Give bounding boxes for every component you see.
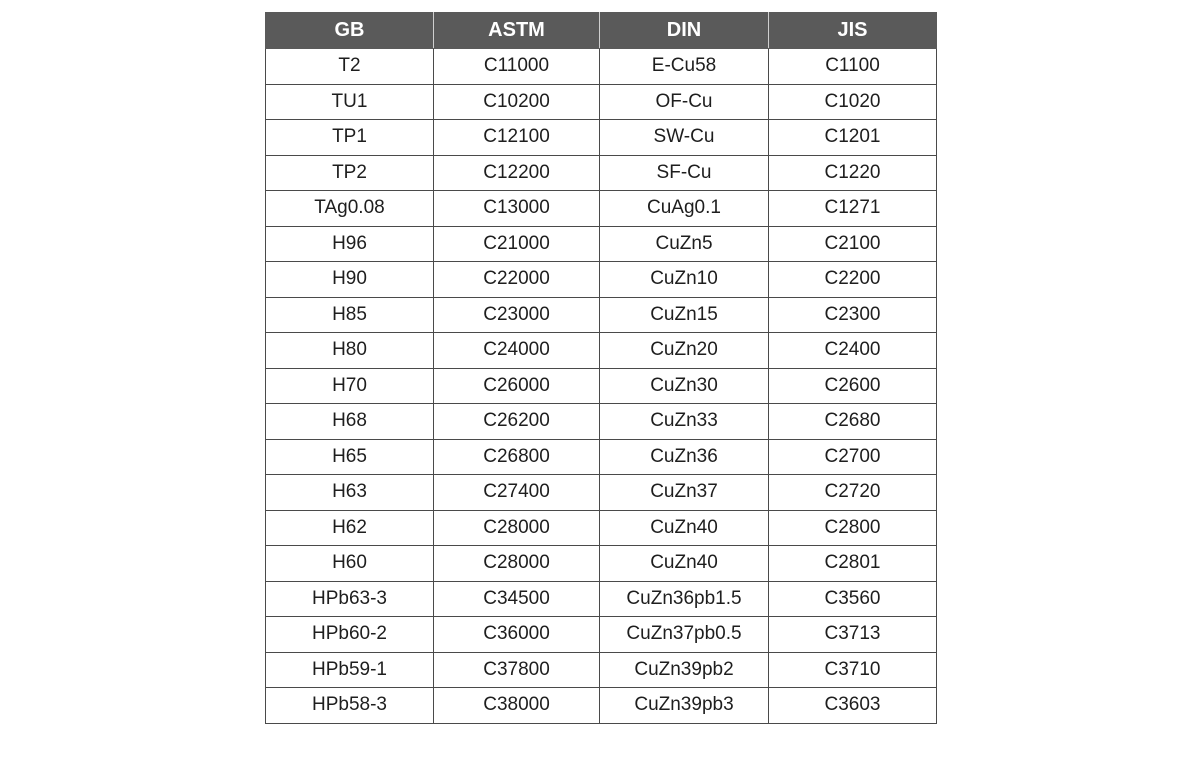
jis-cell: C1220 (769, 155, 937, 191)
jis-cell: C3710 (769, 652, 937, 688)
din-cell: CuZn39pb3 (600, 688, 769, 724)
astm-cell: C22000 (434, 262, 600, 298)
jis-cell: C2100 (769, 226, 937, 262)
gb-cell: H80 (266, 333, 434, 369)
table-row (266, 475, 937, 511)
gb-cell: H96 (266, 226, 434, 262)
header-astm: ASTM (434, 13, 600, 49)
table-row (266, 439, 937, 475)
gb-cell: H70 (266, 368, 434, 404)
jis-cell: C2800 (769, 510, 937, 546)
din-cell: SW-Cu (600, 120, 769, 156)
astm-cell: C37800 (434, 652, 600, 688)
table-row (266, 120, 937, 156)
gb-cell: TU1 (266, 84, 434, 120)
astm-cell: C36000 (434, 617, 600, 653)
table-body (266, 49, 937, 724)
din-cell: CuZn40 (600, 546, 769, 582)
table-row (266, 581, 937, 617)
gb-cell: TP1 (266, 120, 434, 156)
din-cell: CuZn36 (600, 439, 769, 475)
table-row (266, 155, 937, 191)
astm-cell: C26200 (434, 404, 600, 440)
gb-cell: T2 (266, 49, 434, 85)
table-row (266, 617, 937, 653)
astm-cell: C21000 (434, 226, 600, 262)
din-cell: CuZn10 (600, 262, 769, 298)
jis-cell: C2700 (769, 439, 937, 475)
table-row (266, 652, 937, 688)
astm-cell: C23000 (434, 297, 600, 333)
astm-cell: C27400 (434, 475, 600, 511)
header-row (266, 13, 937, 49)
din-cell: CuZn37pb0.5 (600, 617, 769, 653)
table-row (266, 546, 937, 582)
astm-cell: C34500 (434, 581, 600, 617)
table-row (266, 333, 937, 369)
jis-cell: C2600 (769, 368, 937, 404)
jis-cell: C2720 (769, 475, 937, 511)
gb-cell: H68 (266, 404, 434, 440)
header-gb: GB (266, 13, 434, 49)
gb-cell: TAg0.08 (266, 191, 434, 227)
header-din: DIN (600, 13, 769, 49)
jis-cell: C2400 (769, 333, 937, 369)
grade-equivalence-table (265, 12, 937, 724)
header-jis: JIS (769, 13, 937, 49)
din-cell: CuZn37 (600, 475, 769, 511)
jis-cell: C2200 (769, 262, 937, 298)
gb-cell: HPb59-1 (266, 652, 434, 688)
jis-cell: C3560 (769, 581, 937, 617)
gb-cell: H90 (266, 262, 434, 298)
astm-cell: C26800 (434, 439, 600, 475)
din-cell: CuZn30 (600, 368, 769, 404)
gb-cell: HPb60-2 (266, 617, 434, 653)
astm-cell: C10200 (434, 84, 600, 120)
jis-cell: C1201 (769, 120, 937, 156)
table-row (266, 84, 937, 120)
din-cell: CuZn39pb2 (600, 652, 769, 688)
table-row (266, 297, 937, 333)
gb-cell: HPb58-3 (266, 688, 434, 724)
din-cell: CuZn15 (600, 297, 769, 333)
din-cell: E-Cu58 (600, 49, 769, 85)
table-row (266, 191, 937, 227)
gb-cell: HPb63-3 (266, 581, 434, 617)
astm-cell: C12200 (434, 155, 600, 191)
jis-cell: C2300 (769, 297, 937, 333)
din-cell: CuAg0.1 (600, 191, 769, 227)
jis-cell: C2680 (769, 404, 937, 440)
jis-cell: C2801 (769, 546, 937, 582)
gb-cell: TP2 (266, 155, 434, 191)
astm-cell: C28000 (434, 510, 600, 546)
din-cell: SF-Cu (600, 155, 769, 191)
gb-cell: H63 (266, 475, 434, 511)
table-row (266, 510, 937, 546)
gb-cell: H62 (266, 510, 434, 546)
din-cell: CuZn36pb1.5 (600, 581, 769, 617)
jis-cell: C3603 (769, 688, 937, 724)
astm-cell: C26000 (434, 368, 600, 404)
table-header (266, 13, 937, 49)
jis-cell: C1271 (769, 191, 937, 227)
table-row (266, 226, 937, 262)
astm-cell: C38000 (434, 688, 600, 724)
astm-cell: C12100 (434, 120, 600, 156)
din-cell: CuZn40 (600, 510, 769, 546)
jis-cell: C1020 (769, 84, 937, 120)
din-cell: CuZn5 (600, 226, 769, 262)
gb-cell: H60 (266, 546, 434, 582)
table-row (266, 688, 937, 724)
gb-cell: H65 (266, 439, 434, 475)
astm-cell: C24000 (434, 333, 600, 369)
gb-cell: H85 (266, 297, 434, 333)
jis-cell: C1100 (769, 49, 937, 85)
table-row (266, 368, 937, 404)
astm-cell: C13000 (434, 191, 600, 227)
astm-cell: C28000 (434, 546, 600, 582)
astm-cell: C11000 (434, 49, 600, 85)
table-row (266, 49, 937, 85)
din-cell: OF-Cu (600, 84, 769, 120)
jis-cell: C3713 (769, 617, 937, 653)
din-cell: CuZn20 (600, 333, 769, 369)
table-row (266, 404, 937, 440)
din-cell: CuZn33 (600, 404, 769, 440)
table-row (266, 262, 937, 298)
